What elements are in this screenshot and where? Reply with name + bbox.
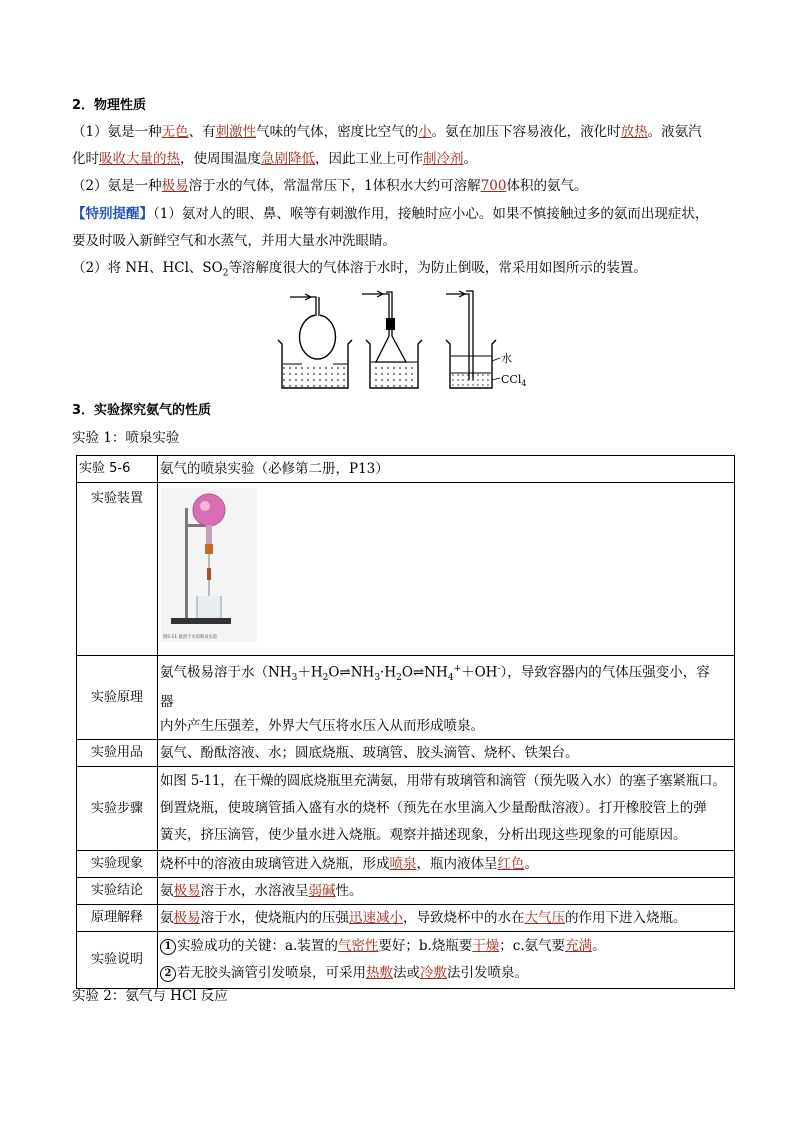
row-key: 原理解释 <box>77 905 158 932</box>
answer-temperature-drop: 急剧降低 <box>261 151 315 167</box>
answer-exothermic: 放热 <box>620 124 648 140</box>
tip-label: 【特别提醒】 <box>72 206 153 222</box>
row-value: 如图 5-11，在干燥的圆底烧瓶里充满氨，用带有玻璃管和滴管（预先吸入水）的塞子塞紧瓶口。 倒置烧瓶，使玻璃管插入盛有水的烧杯（预先在水里滴入少量酚酞溶液）。打开橡胶管上的弹 簧夹，挤压滴管，使少量水进入烧瓶。观察并描述现象，分析出现这些现象的可能原因。 <box>158 767 735 851</box>
answer-dry: 干燥 <box>472 938 500 955</box>
table-row <box>77 851 735 878</box>
row-value: 氨气的喷泉实验（必修第二册，P13） <box>158 456 735 483</box>
table-row <box>77 932 735 989</box>
row-key: 实验现象 <box>77 851 158 878</box>
answer-weak-base: 弱碱 <box>308 883 336 900</box>
answer-airtightness: 气密性 <box>337 938 379 955</box>
answer-full: 充满 <box>565 938 593 955</box>
row-key: 实验用品 <box>77 740 158 767</box>
answer-atmospheric-pressure: 大气压 <box>524 910 565 927</box>
answer-colorless: 无色 <box>161 124 189 140</box>
row-key: 实验装置 <box>77 483 158 656</box>
funnel-apparatus <box>278 294 352 388</box>
table-row <box>77 767 735 851</box>
answer-very-soluble: 极易 <box>173 910 201 927</box>
answer-700: 700 <box>480 178 507 194</box>
row-value: 氨气、酚酞溶液、水；圆底烧瓶、玻璃管、胶头滴管、烧杯、铁架台。 <box>158 740 735 767</box>
answer-fountain: 喷泉 <box>389 856 417 873</box>
row-value: 烧杯中的溶液由玻璃管进入烧瓶，形成喷泉，瓶内液体呈红色。 <box>158 851 735 878</box>
photo-caption: 图5-11 氨溶于水的喷泉实验 <box>163 635 218 640</box>
experiment-2-title: 实验 2：氨气与 HCl 反应 <box>72 988 228 1004</box>
row-key: 实验步骤 <box>77 767 158 851</box>
tube-funnel-apparatus <box>362 291 422 388</box>
table-row <box>77 878 735 905</box>
anti-suckback-figure <box>270 288 530 393</box>
tip-line-3: （2）将 NH、HCl、$SO_2$等溶解度很大的气体溶于水时，为防止倒吸，常采用如图所示的装置。 <box>72 260 647 279</box>
number-circle: 1 <box>160 939 176 955</box>
answer-small: 小 <box>418 124 432 140</box>
row-value: 氨气极易溶于水$(NH_3+H_2O\rightleftharpoons NH_3\cdot H_2O\rightleftharpoons NH_4^++OH^-)$，导致容器内的气体压强变小，容 器 内外产生压强差，外界大气压将水压入从而形成喷泉。 <box>158 656 735 740</box>
row-key: 实验结论 <box>77 878 158 905</box>
label-water: 水 <box>501 352 512 365</box>
answer-rapid-decrease: 迅速减小 <box>349 910 403 927</box>
experiment-1-title: 实验 1：喷泉实验 <box>72 430 180 446</box>
tip-line-2: 要及时吸入新鲜空气和水蒸气，并用大量水冲洗眼睛。 <box>72 233 396 249</box>
row-value: 氨极易溶于水，水溶液呈弱碱性。 <box>158 878 735 905</box>
row-value: 1 实验成功的关键：a.装置的气密性要好；b.烧瓶要干燥；c.氨气要充满。 2 若无胶头滴管引发喷泉，可采用热敷法或冷敷法引发喷泉。 <box>158 932 735 989</box>
ccl4-apparatus <box>446 291 526 388</box>
table-row <box>77 905 735 932</box>
experiment-table <box>76 455 735 989</box>
table-row <box>77 456 735 483</box>
table-row <box>77 656 735 740</box>
para-1-line-2: 化时吸收大量的热，使周围温度急剧降低，因此工业上可作制冷剂。 <box>72 151 477 167</box>
answer-pungent: 刺激性 <box>215 124 257 140</box>
section-3-heading: 3．实验探究氨气的性质 <box>72 403 212 418</box>
answer-red: 红色 <box>497 856 525 873</box>
answer-very-soluble: 极易 <box>173 883 201 900</box>
row-key: 实验说明 <box>77 932 158 989</box>
table-row <box>77 483 735 656</box>
number-circle: 2 <box>160 966 176 982</box>
answer-refrigerant: 制冷剂 <box>423 151 464 167</box>
row-key: 实验原理 <box>77 656 158 740</box>
para-2: （2）氨是一种极易溶于水的气体，常温常压下，1体积水大约可溶解700体积的氨气。 <box>72 178 588 194</box>
row-key: 实验 5-6 <box>77 456 158 483</box>
answer-hot-compress: 热敷 <box>366 965 393 982</box>
section-2-heading: 2．物理性质 <box>72 98 147 113</box>
fountain-experiment-photo <box>161 488 257 642</box>
tip-line-1: 【特别提醒】（1）氨对人的眼、鼻、喉等有刺激作用，接触时应小心。如果不慎接触过多的氨而出现症状， <box>72 206 709 222</box>
row-value <box>158 483 735 656</box>
para-1-line-1: （1）氨是一种无色、有刺激性气味的气体，密度比空气的小。氨在加压下容易液化，液化时放热。液氨汽 <box>72 124 702 140</box>
answer-cold-compress: 冷敷 <box>420 965 447 982</box>
label-ccl4: CCl$_4$ <box>501 373 527 388</box>
answer-very-soluble: 极易 <box>161 178 189 194</box>
answer-absorb-heat: 吸收大量的热 <box>99 151 180 167</box>
row-value: 氨极易溶于水，使烧瓶内的压强迅速减小，导致烧杯中的水在大气压的作用下进入烧瓶。 <box>158 905 735 932</box>
table-row <box>77 740 735 767</box>
